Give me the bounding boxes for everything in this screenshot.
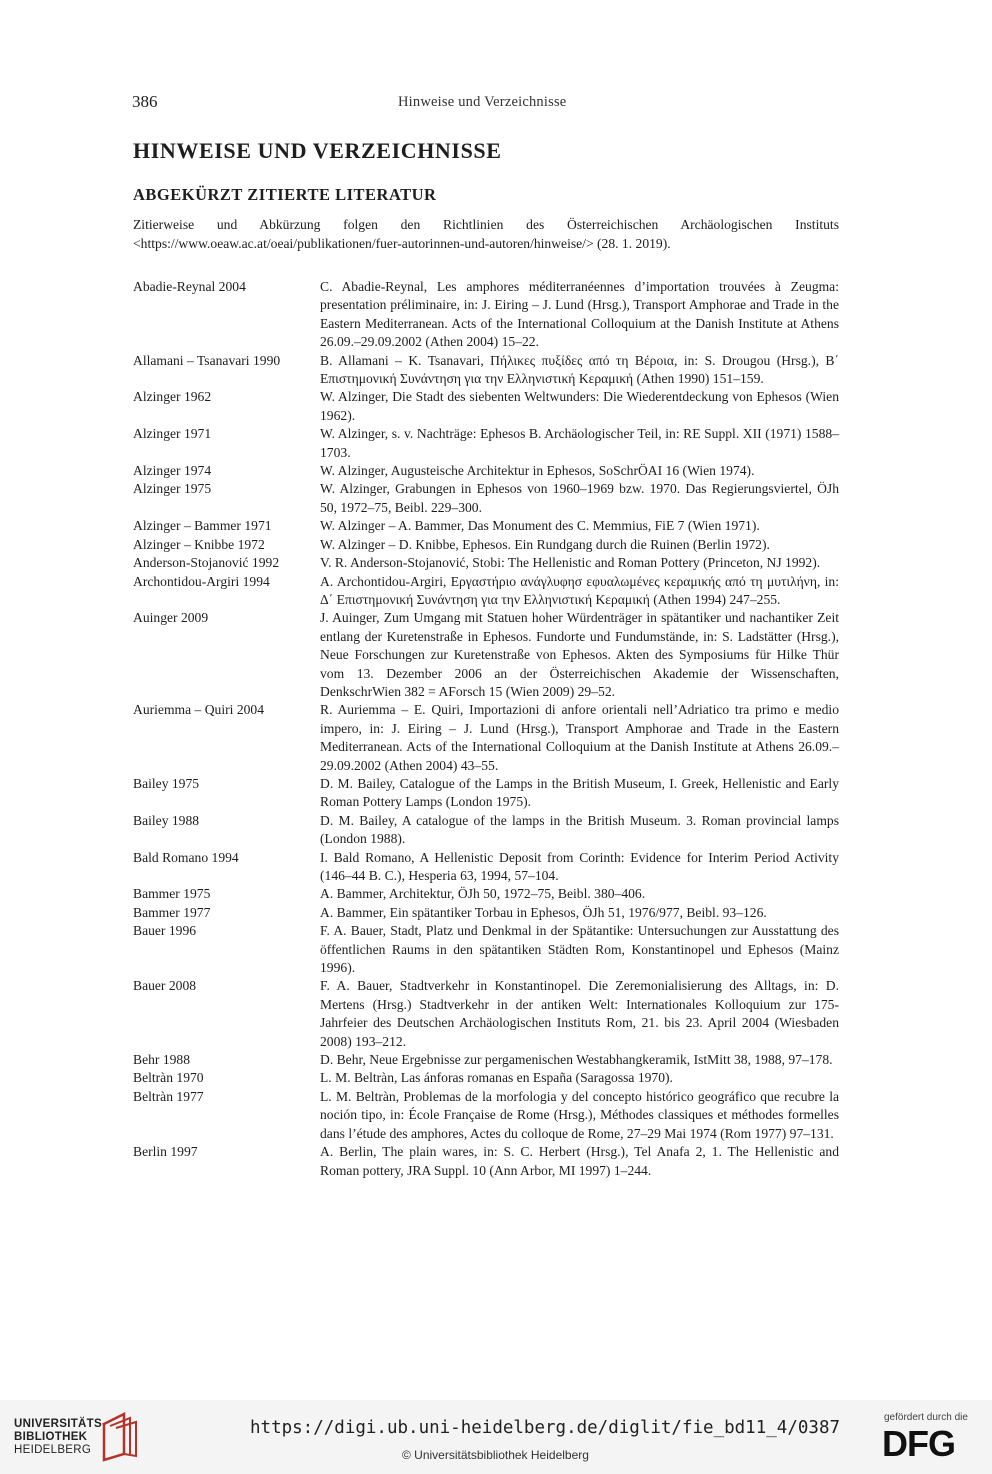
bibliography-entry xyxy=(133,885,839,903)
citation-key: Beltràn 1970 xyxy=(133,1070,204,1086)
citation-text: B. Allamani – K. Tsanavari, Πήλικες πυξίδες από τη Βέροια, in: S. Drougou (Hrsg.), Β΄ Επιστημονική Συνάντηση για την Ελληνιστική Κεραμική (Athen 1990) 151–159. xyxy=(320,352,839,387)
citation-text: D. M. Bailey, Catalogue of the Lamps in the British Museum, I. Greek, Hellenistic and Early Roman Pottery Lamps (London 1975). xyxy=(320,775,839,810)
citation-key: Alzinger 1962 xyxy=(133,389,212,405)
library-emblem-icon xyxy=(100,1410,140,1462)
citation-text: R. Auriemma – E. Quiri, Importazioni di anfore orientali nell’Adriatico tra primo e medio impero, in: J. Eiring – J. Lund (Hrsg.), Transport Amphorae and Trade in the Eastern Mediterranean. Acts of the International Colloquium at the Danish Institute at Athens 26.09.–29.09.2002 (Athen 2004) 43–55. xyxy=(320,702,839,773)
citation-key: Alzinger 1971 xyxy=(133,426,212,442)
citation-text: D. M. Bailey, A catalogue of the lamps in the British Museum. 3. Roman provincial lamps (London 1988). xyxy=(320,812,839,847)
library-logo-line: BIBLIOTHEK xyxy=(14,1431,88,1443)
citation-text: L. M. Beltràn, Las ánforas romanas en España (Saragossa 1970). xyxy=(320,1070,673,1086)
citation-key: Alzinger – Knibbe 1972 xyxy=(133,536,265,552)
citation-key: Bammer 1977 xyxy=(133,904,211,920)
citation-text: W. Alzinger, Augusteische Architektur in Ephesos, SoSchrÖAI 16 (Wien 1974). xyxy=(320,463,755,479)
library-logo-line: UNIVERSITÄTS- xyxy=(14,1418,107,1430)
page-number: 386 xyxy=(132,92,158,111)
citation-key: Archontidou-Argiri 1994 xyxy=(133,573,270,589)
bibliography-entry xyxy=(133,536,839,554)
citation-text: W. Alzinger – D. Knibbe, Ephesos. Ein Rundgang durch die Ruinen (Berlin 1972). xyxy=(320,536,770,552)
citation-key: Bauer 2008 xyxy=(133,978,197,994)
citation-key: Berlin 1997 xyxy=(133,1144,198,1160)
funding-note: gefördert durch die xyxy=(884,1412,968,1423)
bibliography-entry xyxy=(133,278,839,352)
bibliography-entry xyxy=(133,922,839,977)
bibliography-entry xyxy=(133,352,839,389)
bibliography-list xyxy=(133,278,839,1180)
citation-key: Behr 1988 xyxy=(133,1052,191,1068)
bibliography-entry xyxy=(133,554,839,572)
citation-text: V. R. Anderson-Stojanović, Stobi: The Hellenistic and Roman Pottery (Princeton, NJ 1992). xyxy=(320,555,821,571)
intro-paragraph: Zitierweise und Abkürzung folgen den Richtlinien des Österreichischen Archäologischen Instituts <https://www.oeaw.ac.at/oeai/publikationen/fuer-autorinnen-und-autoren/hinweise/> (28. 1. 2019). xyxy=(133,217,839,251)
bibliography-entry xyxy=(133,904,839,922)
citation-text: A. Archontidou-Argiri, Εργαστήριο ανάγλυφησ εφυαλωμένες κεραμικής από τη μυτιλήνη, in: Δ΄ Επιστημονική Συνάντηση για την Ελληνιστική Κεραμική (Athen 1994) 247–255. xyxy=(320,573,839,607)
bibliography-entry xyxy=(133,573,839,610)
bibliography-entry xyxy=(133,1143,839,1180)
footer xyxy=(0,1400,992,1474)
citation-key: Anderson-Stojanović 1992 xyxy=(133,555,280,571)
citation-key: Abadie-Reynal 2004 xyxy=(133,279,246,294)
bibliography-entry xyxy=(133,517,839,535)
citation-key: Bauer 1996 xyxy=(133,923,197,939)
citation-key: Bailey 1988 xyxy=(133,812,200,828)
bibliography-entry xyxy=(133,812,839,849)
bibliography-entry xyxy=(133,1051,839,1069)
citation-key: Auinger 2009 xyxy=(133,610,209,626)
citation-text: F. A. Bauer, Stadtverkehr in Konstantinopel. Die Zeremonialisierung des Alltags, in: D. Mertens (Hrsg.) Stadtverkehr in der antiken Welt: Internationales Kolloquium zur 175-Jahrfeier des Deutschen Archäologischen Instituts Rom, 21. bis 23. April 2004 (Wiesbaden 2008) 193–212. xyxy=(320,978,839,1049)
bibliography-entry xyxy=(133,480,839,517)
citation-key: Auriemma – Quiri 2004 xyxy=(133,702,265,718)
citation-text: A. Berlin, The plain wares, in: S. C. Herbert (Hrsg.), Tel Anafa 2, 1. The Hellenistic and Roman pottery, JRA Suppl. 10 (Ann Arbor, MI 1997) 1–244. xyxy=(320,1144,839,1178)
page-title: HINWEISE UND VERZEICHNISSE xyxy=(133,138,502,163)
bibliography-entry xyxy=(133,425,839,462)
citation-text: L. M. Beltràn, Problemas de la morfologia y del concepto histórico geográfico que recubre la noción tipo, in: École Française de Rome (Hrsg.), Méthodes classiques et méthodes formelles dans l’étude des amphores, Actes du colloque de Rome, 27–29 Mai 1974 (Rom 1977) 97–131. xyxy=(320,1088,839,1141)
bibliography-entry xyxy=(133,1069,839,1087)
bibliography-entry xyxy=(133,1088,839,1143)
citation-key: Bald Romano 1994 xyxy=(133,849,239,865)
citation-text: J. Auinger, Zum Umgang mit Statuen hoher Würdenträger in spätantiker und nachantiker Zeit entlang der Kuretenstraße in Ephesos. Fundorte und Fundumstände, in: S. Ladstätter (Hrsg.), Neue Forschungen zur Kuretenstraße von Ephesos. Akten des Symposiums für Hilke Thür vom 13. Dezember 2006 an der Österreichischen Akademie der Wissenschaften, DenkschrWien 382 = AForsch 15 (Wien 2009) 29–52. xyxy=(320,610,839,699)
bibliography-entry xyxy=(133,388,839,425)
library-logo[interactable] xyxy=(14,1418,106,1457)
running-head: Hinweise und Verzeichnisse xyxy=(398,94,567,110)
citation-text: D. Behr, Neue Ergebnisse zur pergamenischen Westabhangkeramik, IstMitt 38, 1988, 97–178. xyxy=(320,1052,833,1068)
citation-text: W. Alzinger, Grabungen in Ephesos von 1960–1969 bzw. 1970. Das Regierungsviertel, ÖJh 50, 1972–75, Beibl. 229–300. xyxy=(320,481,839,515)
bibliography-entry xyxy=(133,977,839,1051)
document-url-link[interactable]: https://digi.ub.uni-heidelberg.de/diglit/fie_bd11_4/0387 xyxy=(250,1418,841,1438)
citation-key: Bailey 1975 xyxy=(133,775,200,791)
bibliography-entry xyxy=(133,701,839,775)
citation-text: I. Bald Romano, A Hellenistic Deposit from Corinth: Evidence for Interim Period Activity (146–44 B. C.), Hesperia 63, 1994, 57–104. xyxy=(320,849,839,883)
citation-key: Beltràn 1977 xyxy=(133,1088,204,1104)
library-logo-line: HEIDELBERG xyxy=(14,1444,92,1456)
citation-text: F. A. Bauer, Stadt, Platz und Denkmal in der Spätantike: Untersuchungen zur Ausstattung des öffentlichen Raums in den spätantiken Städten Rom, Konstantinopel und Ephesos (Mainz 1996). xyxy=(320,923,839,976)
citation-key: Alzinger – Bammer 1971 xyxy=(133,518,272,534)
citation-key: Bammer 1975 xyxy=(133,886,211,902)
bibliography-entry xyxy=(133,462,839,480)
citation-text: W. Alzinger, Die Stadt des siebenten Weltwunders: Die Wiederentdeckung von Ephesos (Wien 1962). xyxy=(320,389,839,423)
citation-text: C. Abadie-Reynal, Les amphores méditerranéennes d’importation trouvées à Zeugma: presentation préliminaire, in: J. Eiring – J. Lund (Hrsg.), Transport Amphorae and Trade in the Eastern Mediterranean. Acts of the International Colloquium at the Danish Institute at Athens 26.09.–29.09.2002 (Athen 2004) 15–22. xyxy=(320,279,839,350)
citation-text: A. Bammer, Ein spätantiker Torbau in Ephesos, ÖJh 51, 1976/977, Beibl. 93–126. xyxy=(320,904,767,920)
bibliography-entry xyxy=(133,609,839,701)
citation-text: W. Alzinger – A. Bammer, Das Monument des C. Memmius, FiE 7 (Wien 1971). xyxy=(320,518,760,534)
bibliography-entry xyxy=(133,775,839,812)
copyright-notice: © Universitätsbibliothek Heidelberg xyxy=(402,1448,589,1462)
citation-key: Allamani – Tsanavari 1990 xyxy=(133,352,281,368)
citation-key: Alzinger 1974 xyxy=(133,463,212,479)
citation-text: W. Alzinger, s. v. Nachträge: Ephesos B. Archäologischer Teil, in: RE Suppl. XII (1971) 1588–1703. xyxy=(320,426,839,460)
bibliography-entry xyxy=(133,849,839,886)
section-title: ABGEKÜRZT ZITIERTE LITERATUR xyxy=(133,185,437,204)
dfg-logo[interactable]: DFG xyxy=(882,1423,955,1464)
citation-text: A. Bammer, Architektur, ÖJh 50, 1972–75, Beibl. 380–406. xyxy=(320,886,646,902)
citation-key: Alzinger 1975 xyxy=(133,481,212,497)
